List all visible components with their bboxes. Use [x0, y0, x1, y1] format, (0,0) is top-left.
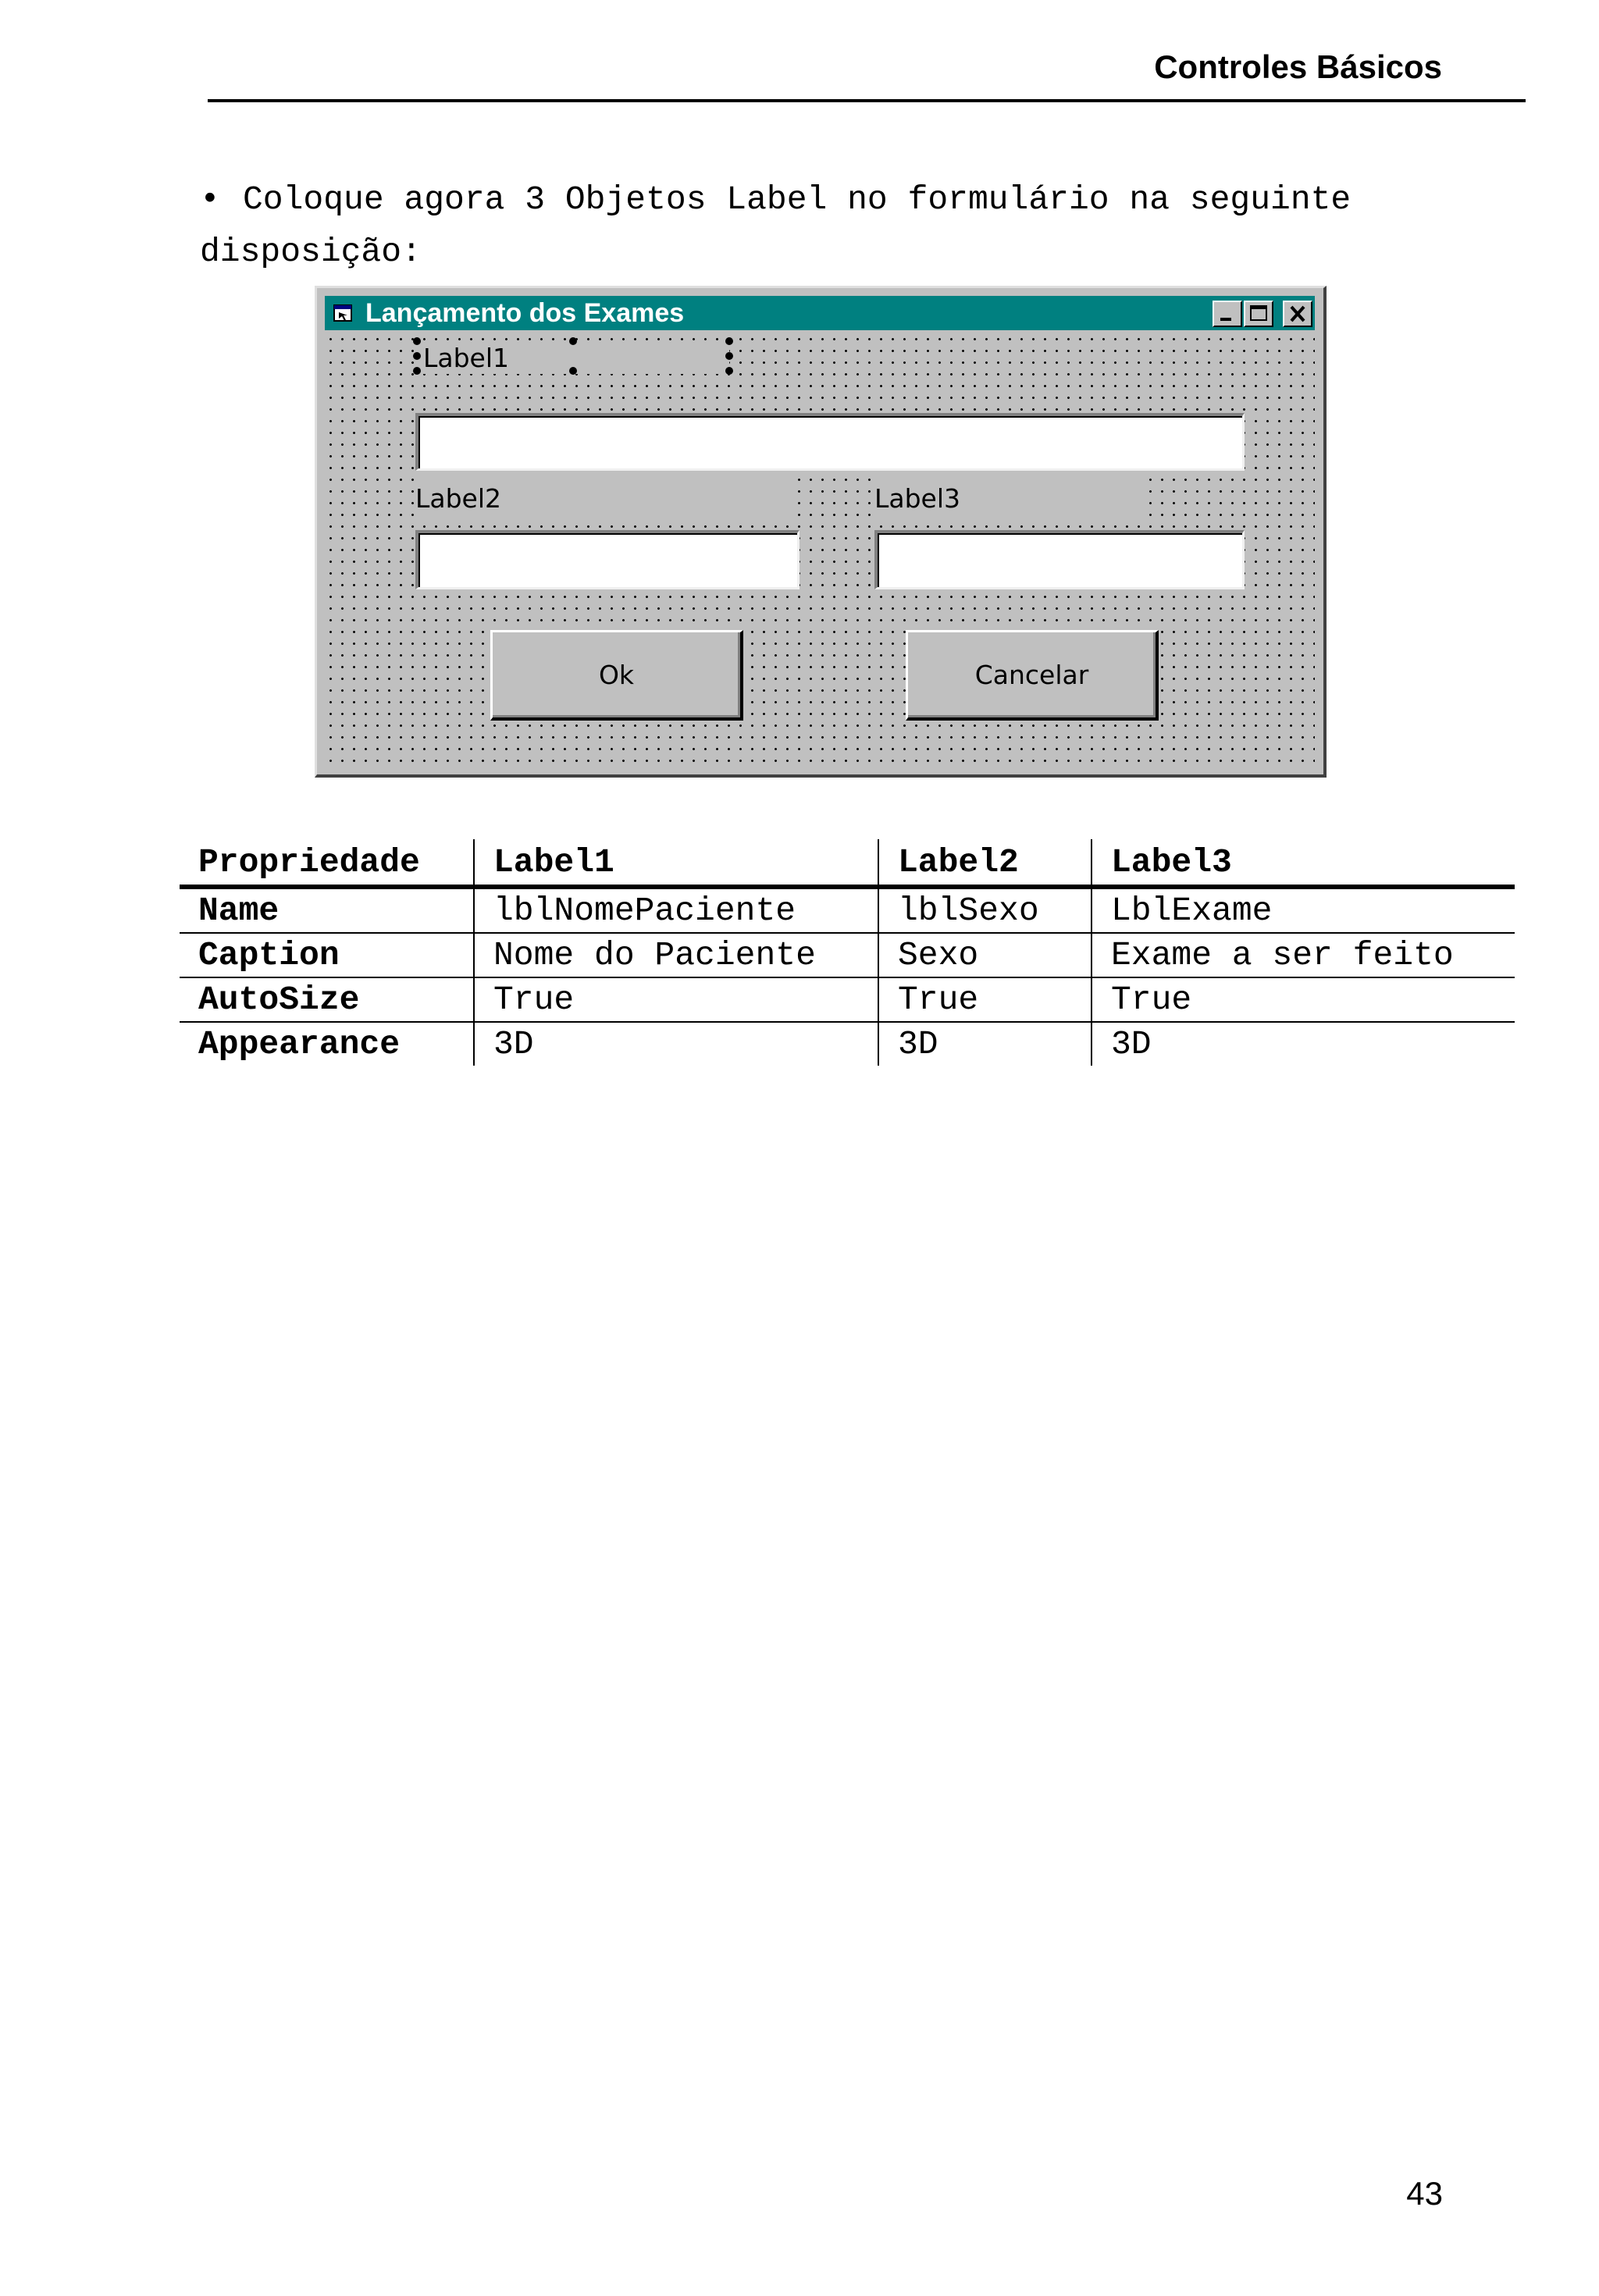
label1-caption: Label1 — [423, 343, 510, 373]
form-client-area[interactable] — [325, 333, 1315, 764]
table-cell: lblNomePaciente — [474, 887, 878, 933]
table-cell: Caption — [180, 933, 474, 977]
instruction-line-1: Coloque agora 3 Objetos Label no formulário na seguinte — [243, 180, 1351, 219]
label3[interactable] — [874, 479, 1140, 518]
label2-caption: Label2 — [415, 483, 502, 514]
table-cell: 3D — [1092, 1022, 1515, 1066]
table-header-cell: Label2 — [878, 839, 1092, 887]
label3-caption: Label3 — [874, 483, 961, 514]
table-cell: 3D — [474, 1022, 878, 1066]
header-rule — [208, 99, 1526, 102]
resize-handle[interactable] — [413, 337, 421, 345]
table-cell: Appearance — [198, 1025, 401, 1063]
table-cell: Sexo — [878, 933, 1092, 977]
resize-handle[interactable] — [725, 337, 733, 345]
table-cell: Name — [180, 887, 474, 933]
properties-table — [180, 839, 1515, 1066]
resize-handle[interactable] — [413, 352, 421, 360]
textbox-exame[interactable] — [874, 530, 1245, 589]
resize-handle[interactable] — [725, 352, 733, 360]
maximize-button[interactable] — [1244, 301, 1273, 327]
table-cell: 3D — [878, 1022, 1092, 1066]
table-cell: Exame a ser feito — [1092, 933, 1515, 977]
window-titlebar[interactable] — [325, 296, 1315, 330]
maximize-icon — [1245, 302, 1272, 326]
cancel-button[interactable] — [906, 630, 1159, 721]
table-row — [180, 977, 1515, 1022]
textbox-sexo[interactable] — [415, 530, 800, 589]
table-cell: True — [474, 977, 878, 1022]
page-number: 43 — [1406, 2175, 1443, 2212]
instruction-line-2: disposição: — [200, 233, 422, 271]
resize-handle[interactable] — [569, 367, 577, 375]
table-header-cell: Label3 — [1092, 839, 1515, 887]
table-row — [180, 887, 1515, 933]
bullet: • — [200, 180, 220, 219]
instruction-paragraph — [200, 173, 1449, 278]
table-cell: Nome do Paciente — [474, 933, 878, 977]
cancel-button-label: Cancelar — [974, 660, 1089, 690]
close-icon — [1284, 302, 1311, 326]
table-cell: AutoSize — [180, 977, 474, 1022]
resize-handle[interactable] — [725, 367, 733, 375]
table-cell: True — [878, 977, 1092, 1022]
minimize-icon — [1214, 302, 1241, 326]
minimize-button[interactable] — [1213, 301, 1242, 327]
page-header-title: Controles Básicos — [1154, 48, 1442, 85]
table-row — [180, 933, 1515, 977]
table-cell: lblSexo — [878, 887, 1092, 933]
resize-handle[interactable] — [413, 367, 421, 375]
table-cell: LblExame — [1092, 887, 1515, 933]
table-header-cell: Label1 — [474, 839, 878, 887]
table-row — [180, 1022, 1515, 1066]
table-header-row — [180, 839, 1515, 887]
window-title: Lançamento dos Exames — [365, 298, 685, 328]
table-header-cell: Propriedade — [180, 839, 474, 887]
table-cell: True — [1092, 977, 1515, 1022]
resize-handle[interactable] — [569, 337, 577, 345]
form-window — [315, 286, 1327, 778]
textbox-nome[interactable] — [415, 413, 1245, 471]
close-button[interactable] — [1283, 301, 1312, 327]
form-icon — [333, 303, 354, 323]
label2[interactable] — [415, 479, 790, 518]
ok-button-label: Ok — [598, 660, 635, 690]
ok-button[interactable] — [490, 630, 743, 721]
